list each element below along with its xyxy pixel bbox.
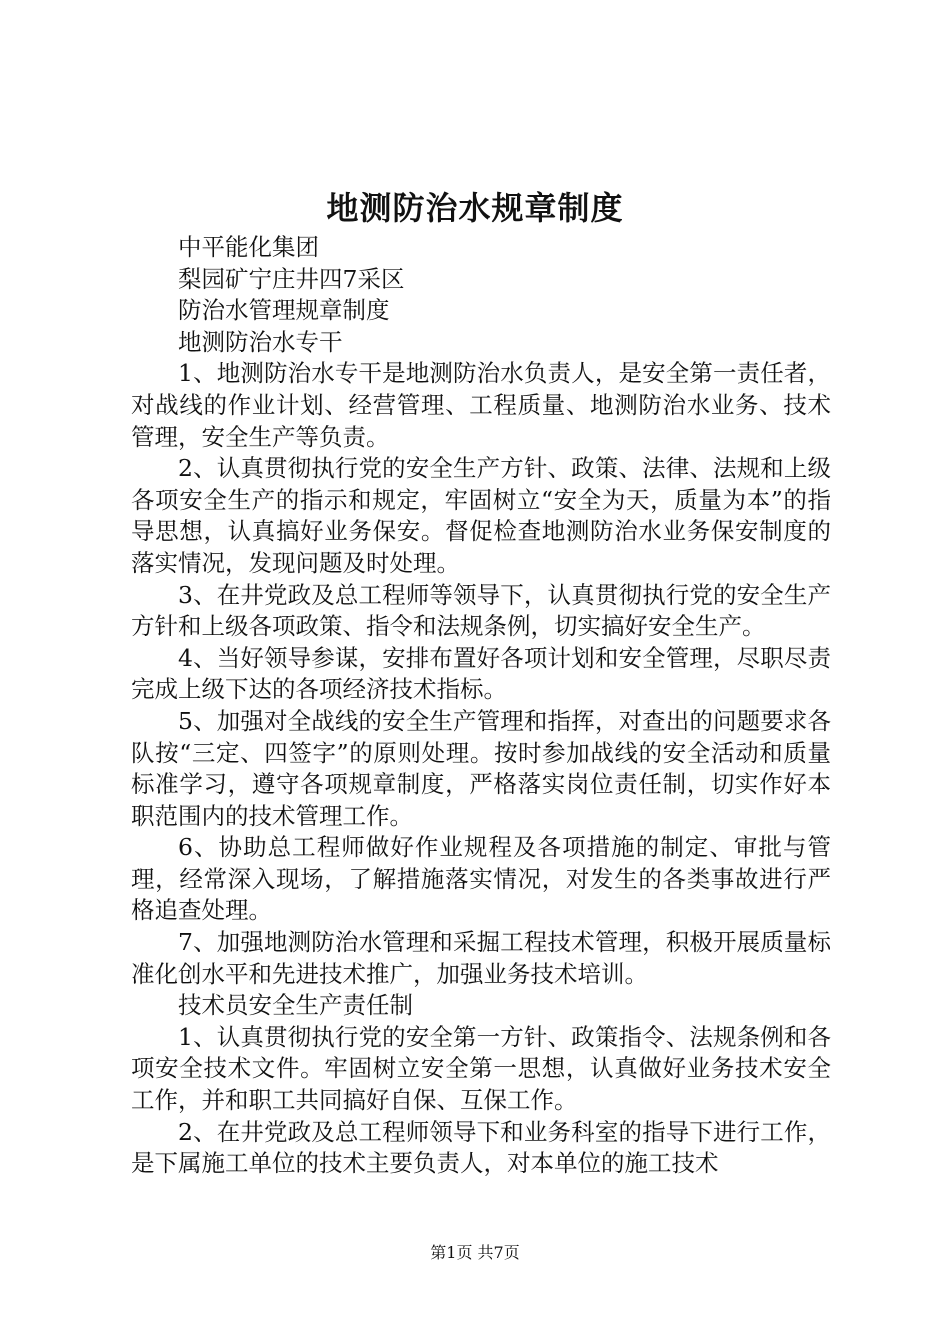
paragraph: 5、加强对全战线的安全生产管理和指挥，对查出的问题要求各队按“三定、四签字”的原则处理。按时参加战线的安全活动和质量标准学习，遵守各项规章制度，严格落实岗位责任制，切实作好本职范围内的技术管理工作。 [131, 706, 831, 830]
paragraph: 中平能化集团 [178, 233, 319, 261]
paragraph: 3、在井党政及总工程师等领导下，认真贯彻执行党的安全生产方针和上级各项政策、指令和法规条例，切实搞好安全生产。 [131, 580, 831, 641]
paragraph: 防治水管理规章制度 [178, 296, 390, 325]
paragraph: 1、认真贯彻执行党的安全第一方针、政策指令、法规条例和各项安全技术文件。牢固树立安全第一思想，认真做好业务技术安全工作，并和职工共同搞好自保、互保工作。 [131, 1022, 831, 1115]
paragraph: 7、加强地测防治水管理和采掘工程技术管理，积极开展质量标准化创水平和先进技术推广，加强业务技术培训。 [131, 928, 831, 988]
document-body [131, 232, 831, 1180]
paragraph: 技术员安全生产责任制 [178, 991, 413, 1020]
paragraph: 6、协助总工程师做好作业规程及各项措施的制定、审批与管理，经常深入现场，了解措施落实情况，对发生的各类事故进行严格追查处理。 [131, 833, 831, 925]
document-title: 地测防治水规章制度 [326, 189, 624, 227]
paragraph: 2、认真贯彻执行党的安全生产方针、政策、法律、法规和上级各项安全生产的指示和规定，牢固树立“安全为天，质量为本”的指导思想，认真搞好业务保安。督促检查地测防治水业务保安制度的落实情况，发现问题及时处理。 [131, 454, 831, 577]
paragraph: 2、在井党政及总工程师领导下和业务科室的指导下进行工作，是下属施工单位的技术主要负责人，对本单位的施工技术 [131, 1117, 831, 1178]
paragraph: 梨园矿宁庄井四7采区 [178, 264, 405, 293]
paragraph: 1、地测防治水专干是地测防治水负责人，是安全第一责任者，对战线的作业计划、经营管理、工程质量、地测防治水业务、技术管理，安全生产等负责。 [131, 359, 831, 451]
paragraph: 4、当好领导参谋，安排布置好各项计划和安全管理，尽职尽责完成上级下达的各项经济技术指标。 [131, 643, 831, 704]
paragraph: 地测防治水专干 [178, 327, 343, 356]
page-footer: 第1页 共7页 [430, 1243, 520, 1262]
